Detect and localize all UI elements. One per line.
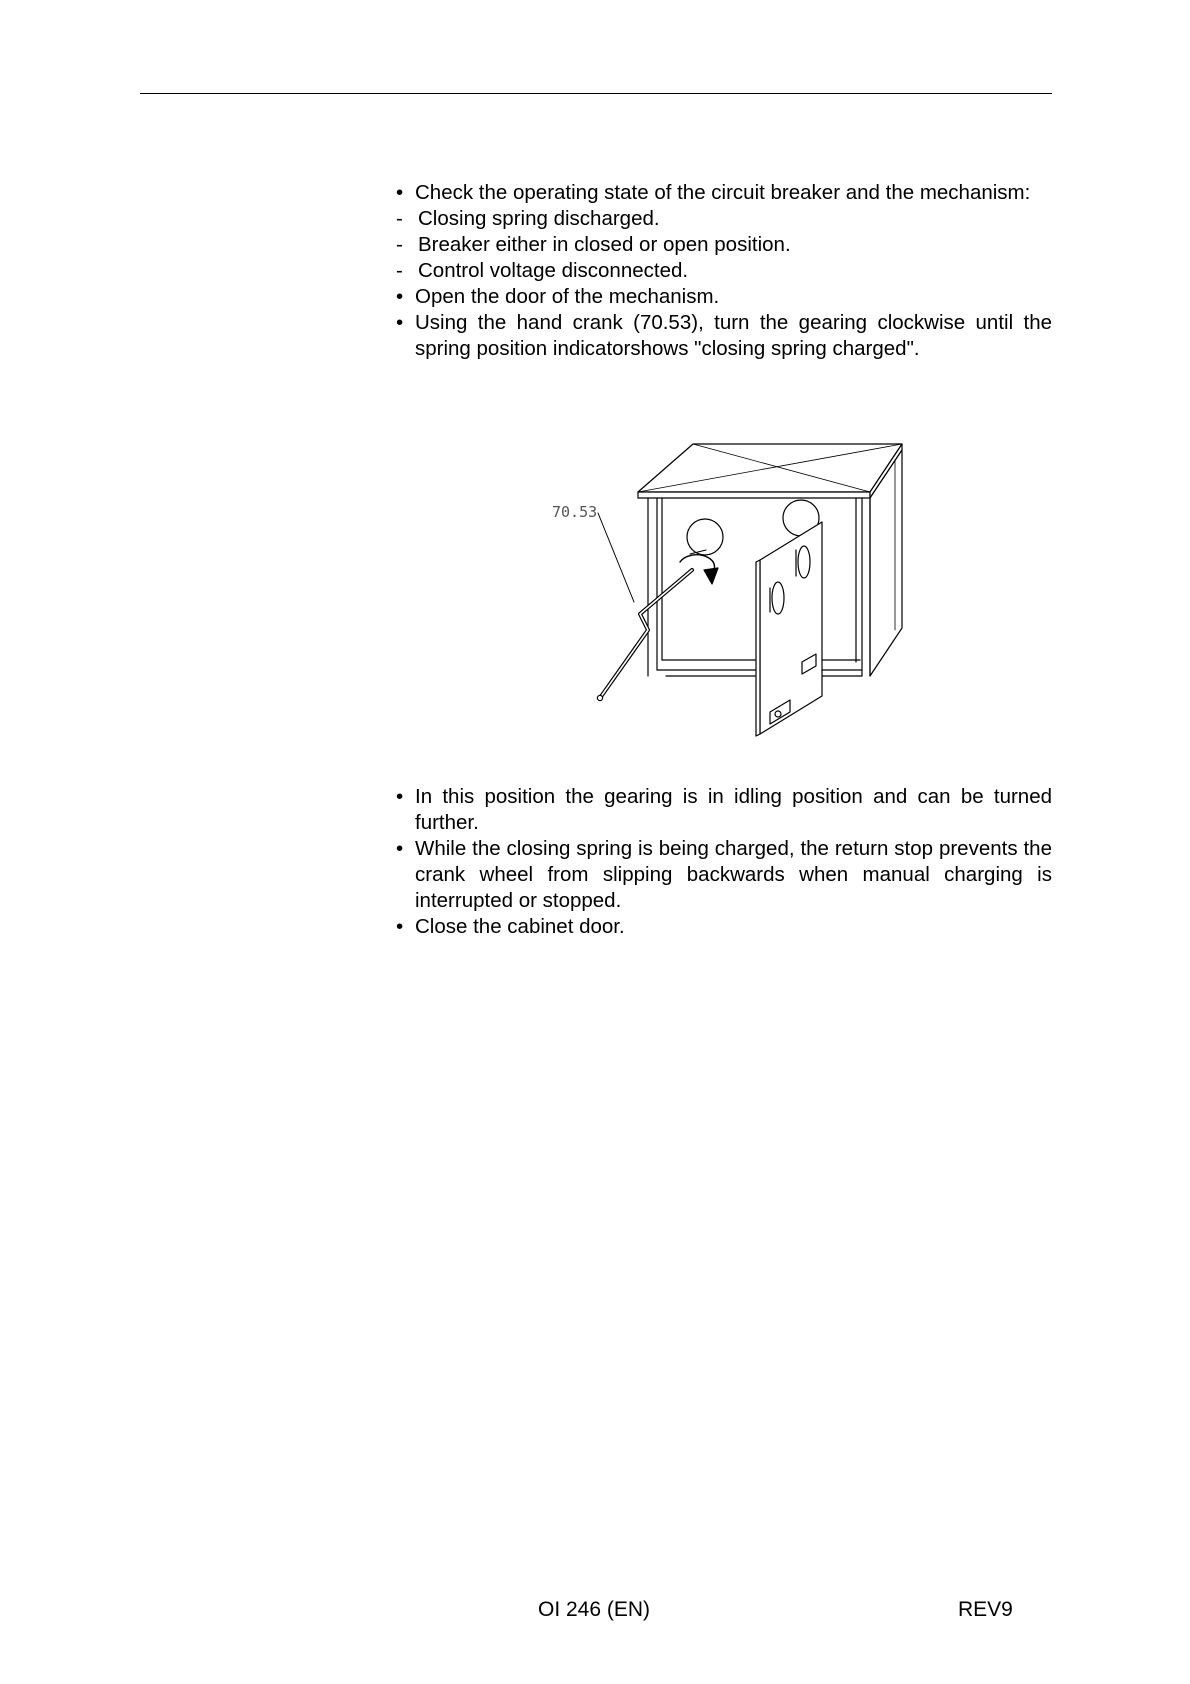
instruction-text: Control voltage disconnected. (418, 259, 689, 282)
instruction-item (396, 180, 1052, 206)
instruction-item (396, 914, 1052, 940)
bullet-marker: • (396, 837, 404, 860)
bullet-marker: • (396, 915, 404, 938)
header-rule (140, 93, 1052, 94)
instruction-text: Close the cabinet door. (415, 915, 625, 938)
cabinet-drawing (540, 430, 920, 770)
bullet-marker: • (396, 285, 404, 308)
instruction-subitem (396, 232, 1052, 258)
instruction-text: In this position the gearing is in idling position and can be turned further. (415, 785, 1052, 834)
footer-revision: REV9 (958, 1598, 1013, 1621)
instruction-item (396, 836, 1052, 914)
instruction-text: Using the hand crank (70.53), turn the gearing clockwise until the spring position indicatorshows "closing spring charged". (415, 311, 1052, 360)
dash-marker: - (396, 259, 403, 282)
instruction-text: Closing spring discharged. (418, 207, 660, 230)
bullet-marker: • (396, 785, 404, 808)
callout-label: 70.53 (552, 503, 598, 521)
instruction-subitem (396, 258, 1052, 284)
instruction-item (396, 310, 1052, 362)
instruction-text: Breaker either in closed or open position. (418, 233, 791, 256)
instructions-before (396, 180, 1052, 362)
mechanism-cabinet-figure (540, 430, 920, 770)
bullet-marker: • (396, 311, 404, 334)
instruction-text: Open the door of the mechanism. (415, 285, 720, 308)
dash-marker: - (396, 207, 403, 230)
instruction-text: Check the operating state of the circuit breaker and the mechanism: (415, 181, 1031, 204)
bullet-marker: • (396, 181, 404, 204)
dash-marker: - (396, 233, 403, 256)
instruction-item (396, 784, 1052, 836)
instruction-text: While the closing spring is being charged, the return stop prevents the crank wheel from slipping backwards when manual charging is interrupted or stopped. (415, 837, 1052, 912)
instruction-subitem (396, 206, 1052, 232)
instruction-item (396, 284, 1052, 310)
footer-document-id: OI 246 (EN) (538, 1598, 651, 1621)
instructions-after (396, 784, 1052, 940)
